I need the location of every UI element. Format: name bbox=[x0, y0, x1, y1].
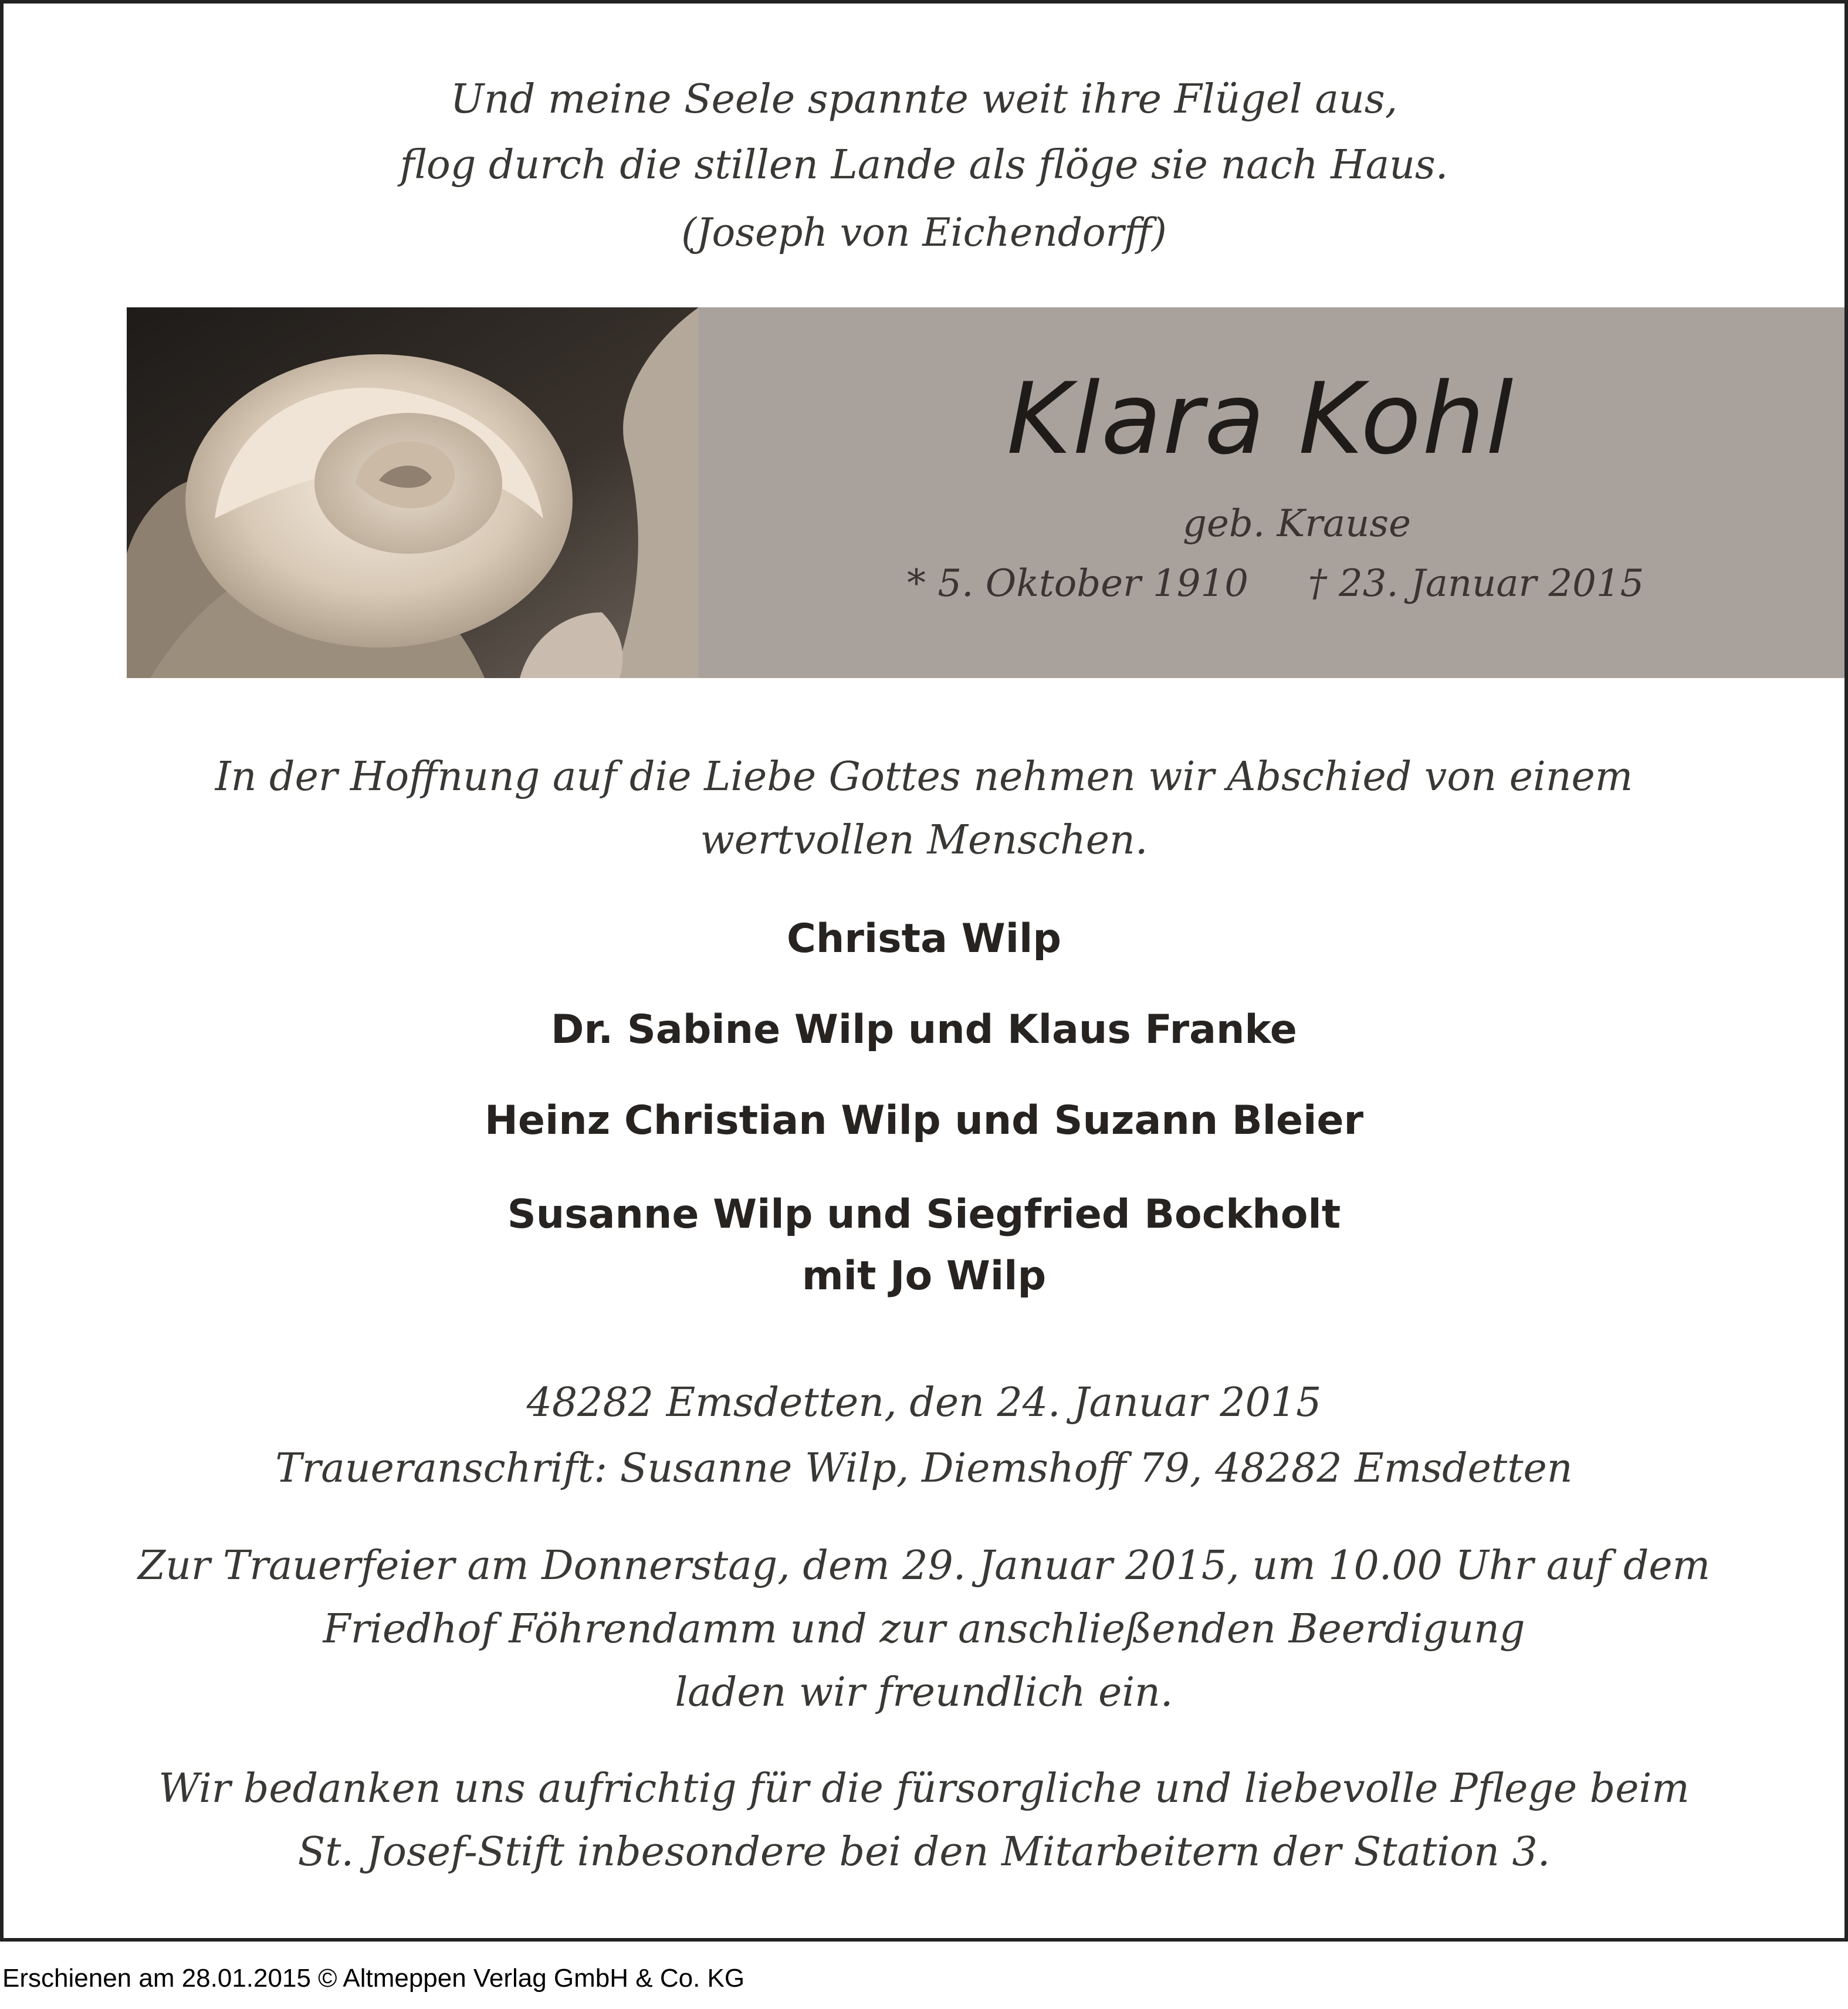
poem-quote bbox=[4, 67, 1844, 198]
farewell-text bbox=[4, 746, 1844, 872]
mourner-2: Dr. Sabine Wilp und Klaus Franke bbox=[551, 1007, 1297, 1053]
ceremony-invitation bbox=[4, 1534, 1844, 1725]
death-date: † 23. Januar 2015 bbox=[1308, 562, 1644, 605]
thanks-text bbox=[4, 1757, 1844, 1884]
mourner-5: mit Jo Wilp bbox=[801, 1253, 1047, 1299]
ceremony-line-3: laden wir freundlich ein. bbox=[675, 1669, 1173, 1716]
header-band bbox=[4, 307, 1844, 678]
ceremony-line-2: Friedhof Föhrendamm und zur anschließenden Beerdigung bbox=[323, 1606, 1525, 1652]
mourner-1: Christa Wilp bbox=[787, 916, 1061, 962]
rose-image bbox=[4, 307, 699, 678]
farewell-line-1: In der Hoffnung auf die Liebe Gottes nehmen wir Abschied von einem bbox=[215, 754, 1633, 800]
mourner-3: Heinz Christian Wilp und Suzann Bleier bbox=[484, 1097, 1364, 1144]
poem-author: (Joseph von Eichendorff) bbox=[681, 210, 1167, 255]
farewell-line-2: wertvollen Menschen. bbox=[700, 817, 1148, 863]
life-dates bbox=[907, 562, 1644, 605]
place-and-address bbox=[4, 1370, 1844, 1502]
publication-footer: Erschienen am 28.01.2015 © Altmeppen Verlag GmbH & Co. KG bbox=[2, 1964, 745, 1993]
thanks-line-1: Wir bedanken uns aufrichtig für die fürsorgliche und liebevolle Pflege beim bbox=[158, 1766, 1690, 1812]
birth-name: geb. Krause bbox=[1183, 502, 1411, 546]
deceased-name: Klara Kohl bbox=[1007, 361, 1515, 476]
mourning-address: Traueranschrift: Susanne Wilp, Diemshoff 79, 48282 Emsdetten bbox=[275, 1445, 1573, 1492]
place-date-line: 48282 Emsdetten, den 24. Januar 2015 bbox=[526, 1380, 1322, 1426]
birth-date: * 5. Oktober 1910 bbox=[907, 562, 1248, 605]
thanks-line-2: St. Josef-Stift inbesondere bei den Mitarbeitern der Station 3. bbox=[297, 1829, 1551, 1875]
ceremony-line-1: Zur Trauerfeier am Donnerstag, dem 29. Januar 2015, um 10.00 Uhr auf dem bbox=[137, 1543, 1711, 1589]
mourner-4: Susanne Wilp und Siegfried Bockholt bbox=[507, 1191, 1341, 1238]
poem-line-1: Und meine Seele spannte weit ihre Flügel aus, bbox=[450, 76, 1398, 123]
poem-line-2: flog durch die stillen Lande als flöge sie nach Haus. bbox=[400, 142, 1448, 188]
